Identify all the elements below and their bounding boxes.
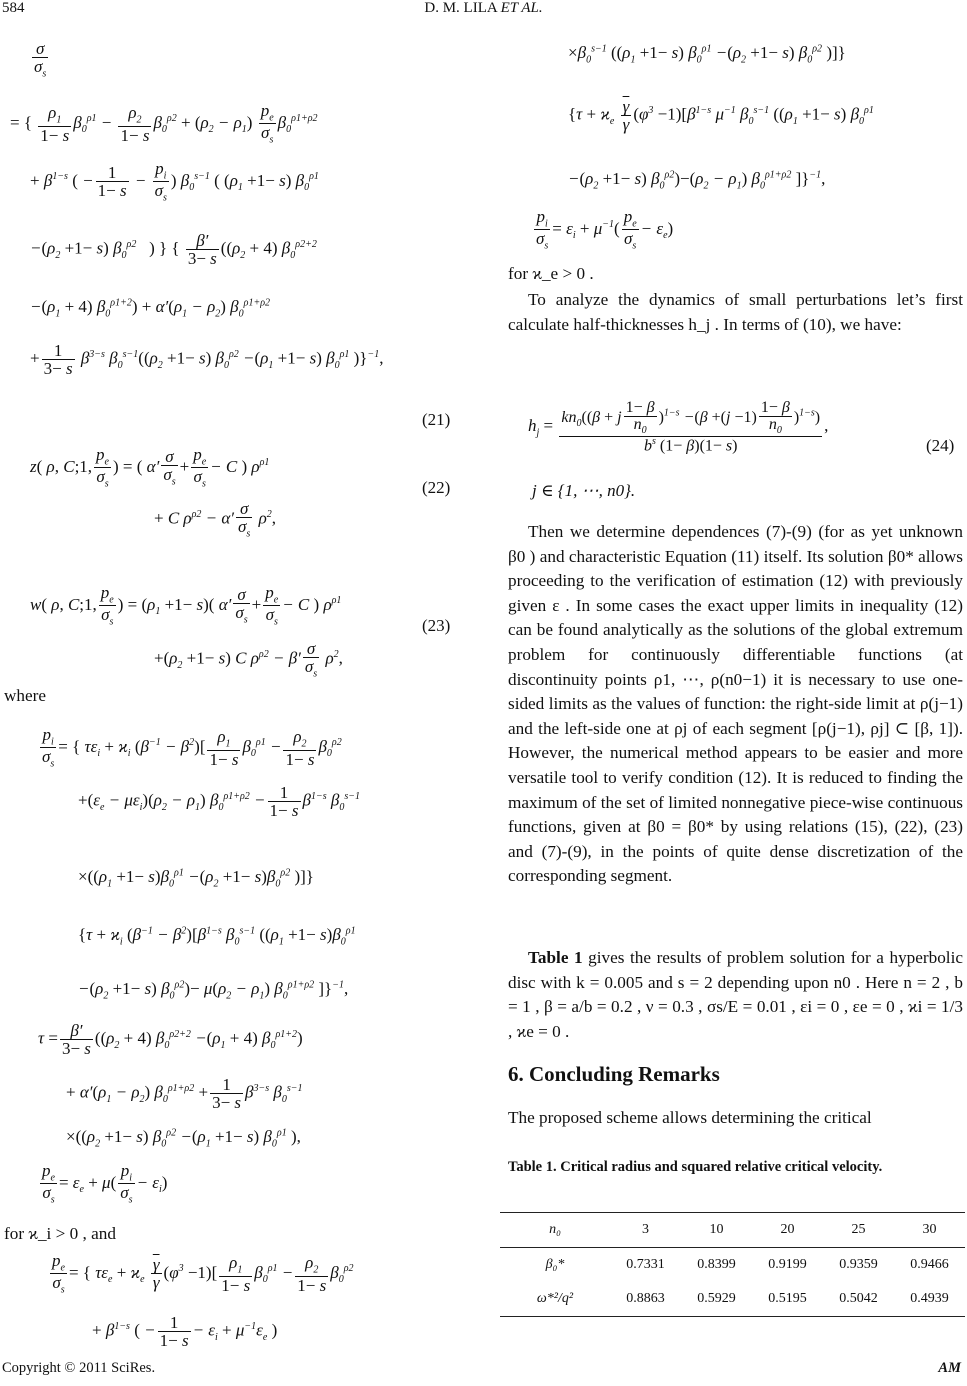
table-cell: 0.9466 [910,1257,949,1272]
eq22-line: + C $\rho^{\rho 2} - \alpha'$ $\frac{\sigma}{\sigma_s}$ $\rho^2$, [154,499,276,540]
eq22-line: z( ρ, C;1, $\frac{p_e}{\sigma_s}$ ) = ( α′ $\frac{\sigma}{\sigma_s}$ + $\frac{p_e}{\sigma_s}$ − C ) $\rho^{\rho 1}$ [30,445,270,490]
equation-number: (22) [422,478,451,497]
pe-line: $\frac{p_e}{\sigma_s}$ = { $\tau\varepsilon_e + ϰ_e$ $\frac{\overline{\gamma}}{\gamma}$ $(\varphi^3 -1)$[ $\frac{\rho_1}{1- s}$ $\beta_0^{\rho 1}$ − $\frac{\rho_2}{1- s}$ $\beta_0^{\rho 2}$ [52,1251,354,1296]
eq21-line: = { $\frac{\rho_1}{1- s}$ $\beta_0^{\rho 1}$ − $\frac{\rho_2}{1- s}$ $\beta_0^{\rho 2} + (\rho_2 - \rho_1)$ $\frac{p_e}{\sigma_s}$ $\beta_0^{\rho 1+\rho 2}$ [10,101,318,146]
table-row [500,1282,965,1317]
pi-line: {$\tau + ϰ_i$ $(\beta^{-1} - \beta^2)[\beta^{1-s}$ $\beta_0^{s-1}$ ($(\rho_1 +1- s)\beta_0^{\rho 1}$ [78,925,356,948]
table-header-cell: 3 [642,1222,649,1237]
for-ke-label: for ϰ_e > 0 . [508,264,594,283]
table-cell: 0.5929 [697,1291,736,1306]
paragraph-numerical-method: Then we determine dependences (7)-(9) (for as yet unknown β0 ) and characteristic Equation (11) itself. Its solution β0* allows proceeding to the verification of estimation (12) with previously given ε . In some cases the exact upper limits in inequality (12) can be found analytically as the solutions of the global extremum problem for continuously differentiable functions (at discontinuity points ρ1, ⋯, ρ(n0−1) it is necessary to use one-sided limits as the values of function: the right-side limit at ρ(j−1) and the left-side one at ρj of each segment [ρ(j−1), ρj] ⊂ [β, 1]). However, the numerical method appears to be easier and more versatile tool to verify condition (12). It is reduced to finding the maximum of the set of limited nonnegative piece-wise continuous functions, given at β0 = β0* by using relations (15), (22), (23) and (7)-(9), in the points of quite dense discretization of the corresponding segment. [508,522,963,886]
eq24-line: $h_j$ = $kn_0((\beta + j$ $\frac{1- \beta}{n_0}$ )$^{1-s}$ −(β +(j −1) $\frac{1- \beta}{n_0}$ )$^{1-s}$) $b^s$ (1− β)(1− s) , [528,399,829,455]
equation-number: (21) [422,410,451,429]
tau-line: + $\alpha'(\rho_1 - \rho_2) \beta_0^{\rho 1+\rho 2}$ + $\frac{1}{3- s}$ $\beta^{3-s}$ $\beta_0^{s-1}$ [66,1075,303,1112]
eq21-line: + $\frac{1}{3- s}$ $\beta^{3-s}$ $\beta_0^{s-1}((\rho_2 +1- s)$ $\beta_0^{\rho 2} -(\rho_1 +1- s)$ $\beta_0^{\rho 1}$ )}$^{-1}$, [30,341,384,378]
table-cell: 0.7331 [626,1257,665,1272]
table-row-label: ω*²/q² [536,1291,574,1306]
table-header-cell: 20 [780,1222,795,1237]
pe-line: + $\beta^{1-s}$ ( − $\frac{1}{1- s}$ − $\varepsilon_i + \mu^{-1}\varepsilon_e$ ) [92,1313,278,1350]
pe-relation-line: $\frac{p_e}{\sigma_s}$ = $\varepsilon_e + \mu$( $\frac{p_i}{\sigma_s}$ − $\varepsilon_i$) [42,1161,168,1206]
pe-cont-line: $-(\rho_2 +1- s) \beta_0^{\rho 2})-(\rho_2 - \rho_1)$ $\beta_0^{\rho 1+\rho 2}$ ]}$^{-1}$, [568,169,826,192]
pi-line: $+(\varepsilon_e - \mu\varepsilon_i)(\rho_2 - \rho_1) \beta_0^{\rho 1+\rho 2}$ − $\frac{1}{1- s}$ $\beta^{1-s}$ $\beta_0^{s-1}$ [78,783,360,820]
table-header-row [500,1213,965,1248]
table-cell: 0.4939 [910,1291,949,1306]
pi-line: $-(\rho_2 +1- s)$ $\beta_0^{\rho 2})- \mu(\rho_2 - \rho_1)$ $\beta_0^{\rho 1+\rho 2}$ ]}$^{-1}$, [78,979,349,1002]
table-cell: 0.8863 [626,1291,665,1306]
copyright: Copyright © 2011 SciRes. [2,1360,156,1376]
eq24-domain: j ∈ {1, ⋯, n0}. [532,481,636,500]
eq23-line: w( ρ, C;1, $\frac{p_e}{\sigma_s}$ ) = $(\rho_1 +1- s)$( α′ $\frac{\sigma}{\sigma_s}$ + $\frac{p_e}{\sigma_s}$ − C ) $\rho^{\rho 1}$ [30,583,342,628]
table-row-label: β₀* [545,1257,565,1272]
page-number: 584 [2,0,25,16]
table-cell: 0.8399 [697,1257,736,1272]
table-row [500,1248,965,1283]
for-ki-label: for ϰ_i > 0 , and [4,1224,116,1243]
table-cell: 0.5195 [768,1291,807,1306]
table-header-cell: 10 [709,1222,724,1237]
table-header-cell: n₀ [549,1222,561,1237]
table-cell: 0.9199 [768,1257,807,1272]
table-cell: 0.5042 [839,1291,878,1306]
pi-line: $\frac{p_i}{\sigma_s}$ = { $\tau\varepsilon_i + ϰ_i$ $(\beta^{-1} - \beta^2)$[ $\frac{\rho_1}{1- s}$ $\beta_0^{\rho 1}$ − $\frac{\rho_2}{1- s}$ $\beta_0^{\rho 2}$ [42,725,342,770]
eq21-line: + $\beta^{1-s}$ ( − $\frac{1}{1- s}$ − $\frac{p_i}{\sigma_s}$ ) $\beta_0^{s-1}$ ( $(\rho_1 +1- s)$ $\beta_0^{\rho 1}$ [30,159,319,204]
running-head-authors: D. M. LILA [424,0,497,16]
table-description-text: gives the results of problem solution for a hyperbolic disc with k = 0.005 and s = 2 depending upon n0 . Here n = 2 , b = 1 , β = a/b = 0.2 , ν = 0.3 , σs/E = 0.01 , εi = 0 , εe = 0 , ϰi = 1/3 , ϰe = 0 . [508,948,963,1041]
paragraph-concluding: The proposed scheme allows determining the critical [508,1108,872,1127]
results-table [500,1212,965,1317]
eq21-line: $-(\rho_1 + 4) \beta_0^{\rho 1+2}) + \alpha'(\rho_1 - \rho_2)$ $\beta_0^{\rho 1+\rho 2}$ [30,297,270,320]
running-head [0,0,967,17]
paragraph-table-description [508,946,963,1044]
table-reference[interactable]: Table 1 [528,948,583,967]
table-header-cell: 30 [922,1222,937,1237]
journal-abbrev: AM [938,1360,961,1376]
pi-line: $\times((\rho_1 +1- s)\beta_0^{\rho 1} -(\rho_2 +1- s)\beta_0^{\rho 2}$ )]} [78,867,314,890]
where-label: where [4,686,46,705]
eq23-line: $+(\rho_2 +1- s)$ C $\rho^{\rho 2} - \beta'$ $\frac{\sigma}{\sigma_s}$ $\rho^2$, [154,639,343,680]
paragraph-half-thickness: To analyze the dynamics of small perturbations let’s first calculate half-thicknesses h_j . In terms of (10), we have: [508,290,963,334]
page-header [0,0,967,24]
table-caption: Table 1. Critical radius and squared relative critical velocity. [508,1159,883,1175]
pi-relation-line: $\frac{p_i}{\sigma_s}$ = $\varepsilon_i + \mu^{-1}$( $\frac{p_e}{\sigma_s}$ − $\varepsilon_e$) [536,207,674,252]
eq21-line: $-(\rho_2 +1- s)$ $\beta_0^{\rho 2}$ ) } { $\frac{\beta'}{3- s}$ ($(\rho_2 + 4)$ $\beta_0^{\rho 2+2}$ [30,231,317,268]
tau-line: $\times((\rho_2 +1- s)$ $\beta_0^{\rho 2} -(\rho_1 +1- s)$ $\beta_0^{\rho 1}$ ), [66,1127,301,1150]
pe-cont-line: {$\tau + ϰ_e$ $\frac{\overline{\gamma}}{\gamma}$ $(\varphi^3 -1)[\beta^{1-s}$ $\mu^{-1}$ $\beta_0^{s-1}$ ($(\rho_1 +1- s)$ $\beta_0^{\rho 1}$ [568,97,874,134]
tau-line: τ = $\frac{\beta'}{3- s}$ ($(\rho_2 + 4)$ $\beta_0^{\rho 2+2} -(\rho_1 + 4)$ $\beta_0^{\rho 1+2}$) [38,1021,303,1058]
eq21-line: $\frac{\sigma}{\sigma_s}$ [34,39,47,80]
table-cell: 0.9359 [839,1257,878,1272]
equation-number: (24) [926,436,955,455]
equation-number: (23) [422,616,451,635]
section-title: 6. Concluding Remarks [508,1062,720,1086]
running-head-et-al: ET AL. [500,0,543,16]
pe-cont-line: $\times\beta_0^{s-1}$ ($(\rho_1 +1- s)$ $\beta_0^{\rho 1} -(\rho_2 +1- s)$ $\beta_0^{\rho 2}$ )]} [568,43,846,66]
table-header-cell: 25 [851,1222,866,1237]
